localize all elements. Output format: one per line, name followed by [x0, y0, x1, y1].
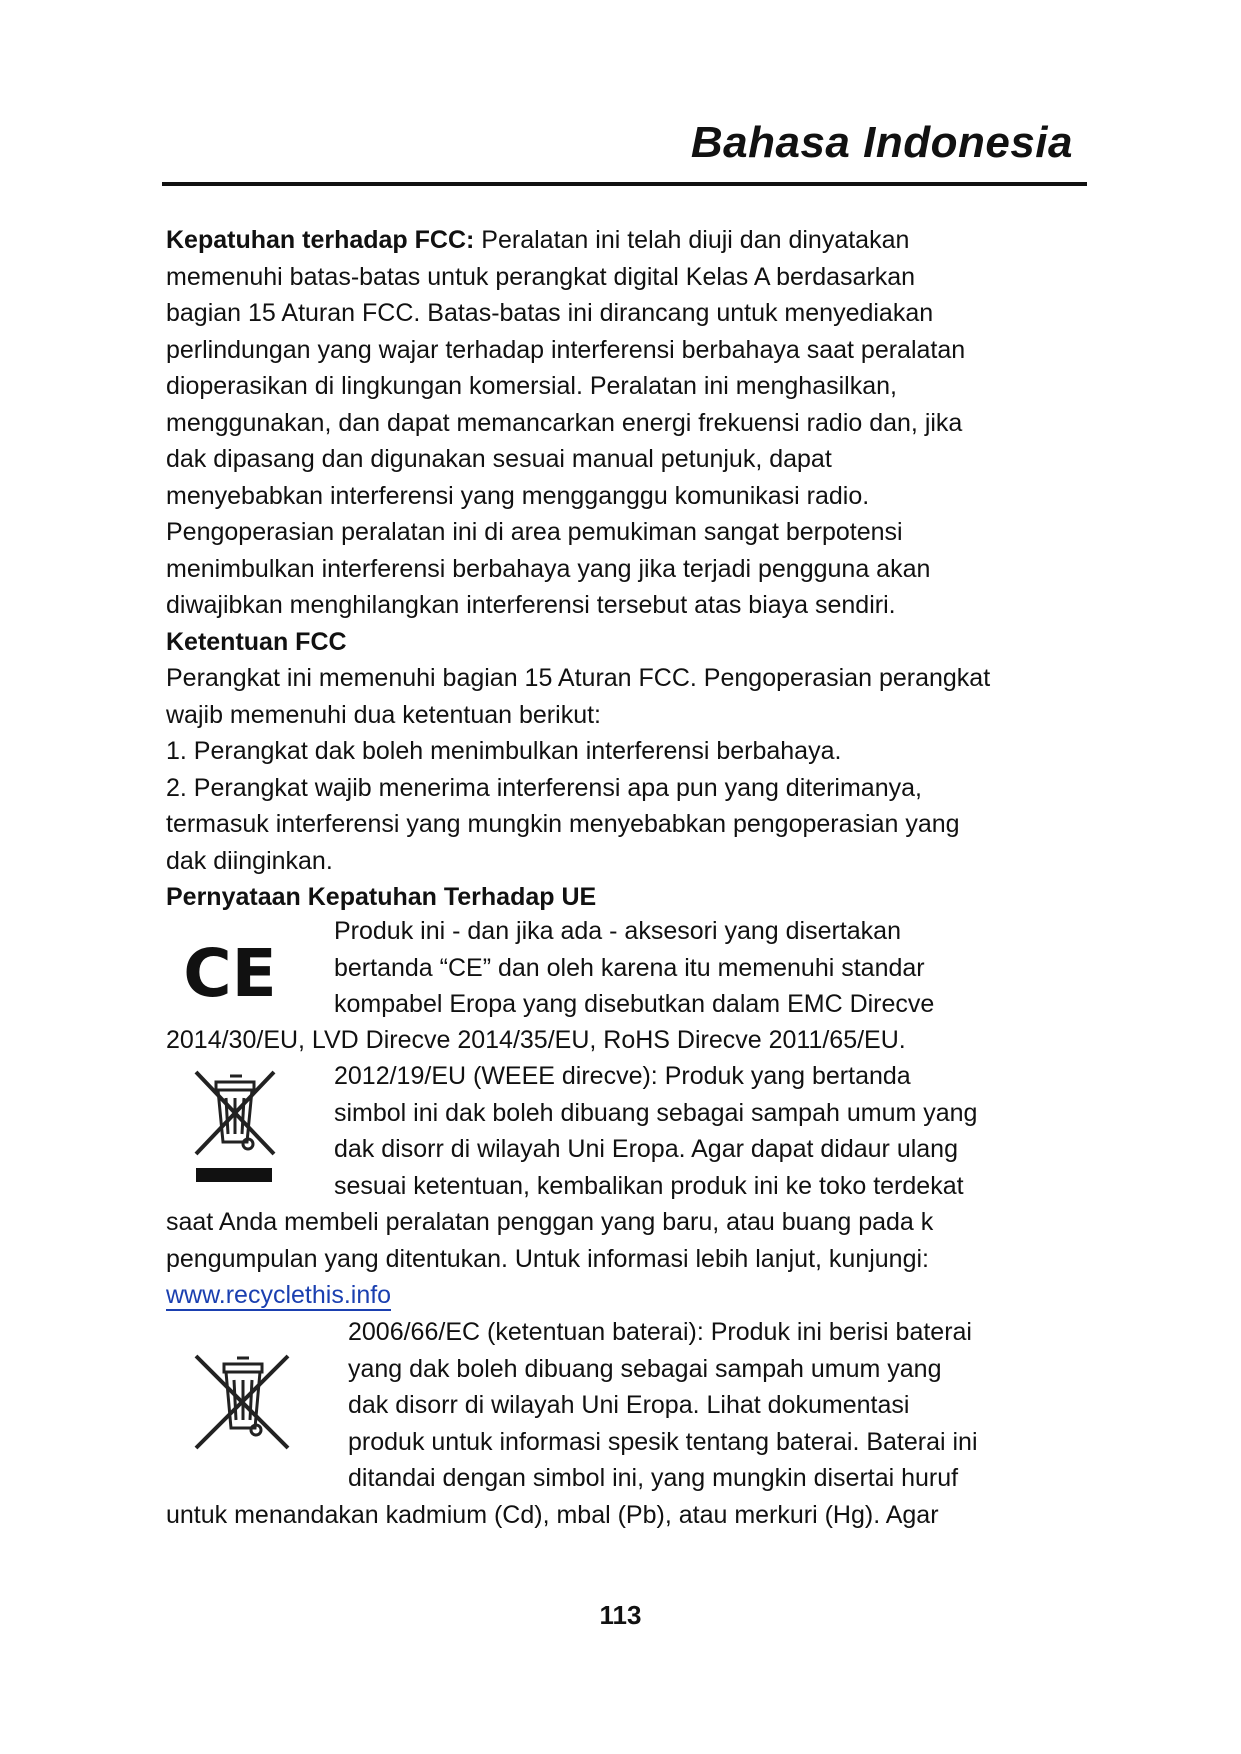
text-line: Peralatan ini telah diuji dan dinyatakan	[474, 226, 910, 254]
text-line: ditandai dengan simbol ini, yang mungkin disertai huruf	[348, 1464, 959, 1492]
text-line: perlindungan yang wajar terhadap interferensi berbahaya saat peralatan	[166, 335, 966, 364]
text-line: 2012/19/EU (WEEE direcve): Produk yang bertanda	[334, 1062, 911, 1090]
text-line: Produk ini - dan jika ada - aksesori yang disertakan	[334, 917, 901, 945]
text-line: Pengoperasian peralatan ini di area pemukiman sangat berpotensi	[166, 518, 903, 546]
text-line: termasuk interferensi yang mungkin menyebabkan pengoperasian yang	[166, 810, 960, 838]
text-line: wajib memenuhi dua ketentuan berikut:	[166, 700, 601, 729]
eu-statement-heading: Pernyataan Kepatuhan Terhadap UE	[166, 883, 597, 911]
text-line: bertanda “CE” dan oleh karena itu memenuhi standar	[334, 953, 925, 982]
fcc-compliance-section	[166, 222, 1071, 916]
text-line: diwajibkan menghilangkan interferensi tersebut atas biaya sendiri.	[166, 591, 896, 619]
text-line: sesuai ketentuan, kembalikan produk ini ke toko terdekat	[334, 1171, 964, 1200]
page-number: 113	[599, 1600, 642, 1630]
text-line: 2006/66/EC (ketentuan baterai): Produk ini berisi baterai	[348, 1318, 972, 1346]
text-line: menggunakan, dan dapat memancarkan energi frekuensi radio dan, jika	[166, 408, 963, 437]
text-line: produk untuk informasi spesik tentang baterai. Baterai ini	[348, 1427, 978, 1456]
text-line: dak disorr di wilayah Uni Eropa. Agar dapat didaur ulang	[334, 1135, 958, 1163]
text-line: bagian 15 Aturan FCC. Batas-batas ini dirancang untuk menyediakan	[166, 299, 934, 327]
text-line: dak disorr di wilayah Uni Eropa. Lihat dokumentasi	[348, 1391, 910, 1419]
weee-text-block	[334, 1058, 1064, 1204]
text-line: dak dipasang dan digunakan sesuai manual petunjuk, dapat	[166, 445, 832, 473]
text-line: saat Anda membeli peralatan penggan yang baru, atau buang pada k	[166, 1208, 934, 1236]
crossed-bin-icon	[190, 1064, 280, 1188]
page-title: Bahasa Indonesia	[690, 118, 1073, 167]
text-line: memenuhi batas-batas untuk perangkat digital Kelas A berdasarkan	[166, 262, 916, 291]
fcc-compliance-heading: Kepatuhan terhadap FCC:	[166, 226, 475, 254]
text-line: dak diinginkan.	[166, 846, 333, 875]
text-line: yang dak boleh dibuang sebagai sampah umum yang	[348, 1354, 942, 1383]
text-line: pengumpulan yang ditentukan. Untuk informasi lebih lanjut, kunjungi:	[166, 1244, 929, 1273]
battery-tail-line: untuk menandakan kadmium (Cd), mbal (Pb), atau merkuri (Hg). Agar	[166, 1501, 939, 1529]
recycle-link[interactable]: www.recyclethis.info	[166, 1281, 392, 1309]
ce-mark-icon	[180, 932, 280, 1012]
text-line: menimbulkan interferensi berbahaya yang jika terjadi pengguna akan	[166, 554, 931, 583]
ce-text-block	[334, 913, 1054, 1023]
header-divider	[162, 182, 1087, 186]
weee-tail-block	[166, 1204, 1071, 1314]
list-item: 2. Perangkat wajib menerima interferensi apa pun yang diterimanya,	[166, 773, 922, 802]
list-item: 1. Perangkat dak boleh menimbulkan interferensi berbahaya.	[166, 737, 842, 765]
text-line: Perangkat ini memenuhi bagian 15 Aturan FCC. Pengoperasian perangkat	[166, 664, 991, 692]
fcc-conditions-heading: Ketentuan FCC	[166, 627, 347, 656]
text-line: kompabel Eropa yang disebutkan dalam EMC Direcve	[334, 990, 935, 1018]
ce-tail-line: 2014/30/EU, LVD Direcve 2014/35/EU, RoHS Direcve 2011/65/EU.	[166, 1026, 906, 1054]
crossed-battery-bin-icon	[190, 1350, 294, 1454]
text-line: menyebabkan interferensi yang mengganggu komunikasi radio.	[166, 481, 870, 510]
text-line: simbol ini dak boleh dibuang sebagai sampah umum yang	[334, 1098, 978, 1127]
ce-mark-text: CE	[183, 935, 277, 1012]
text-line: dioperasikan di lingkungan komersial. Peralatan ini menghasilkan,	[166, 372, 897, 400]
battery-text-block	[348, 1314, 1068, 1497]
